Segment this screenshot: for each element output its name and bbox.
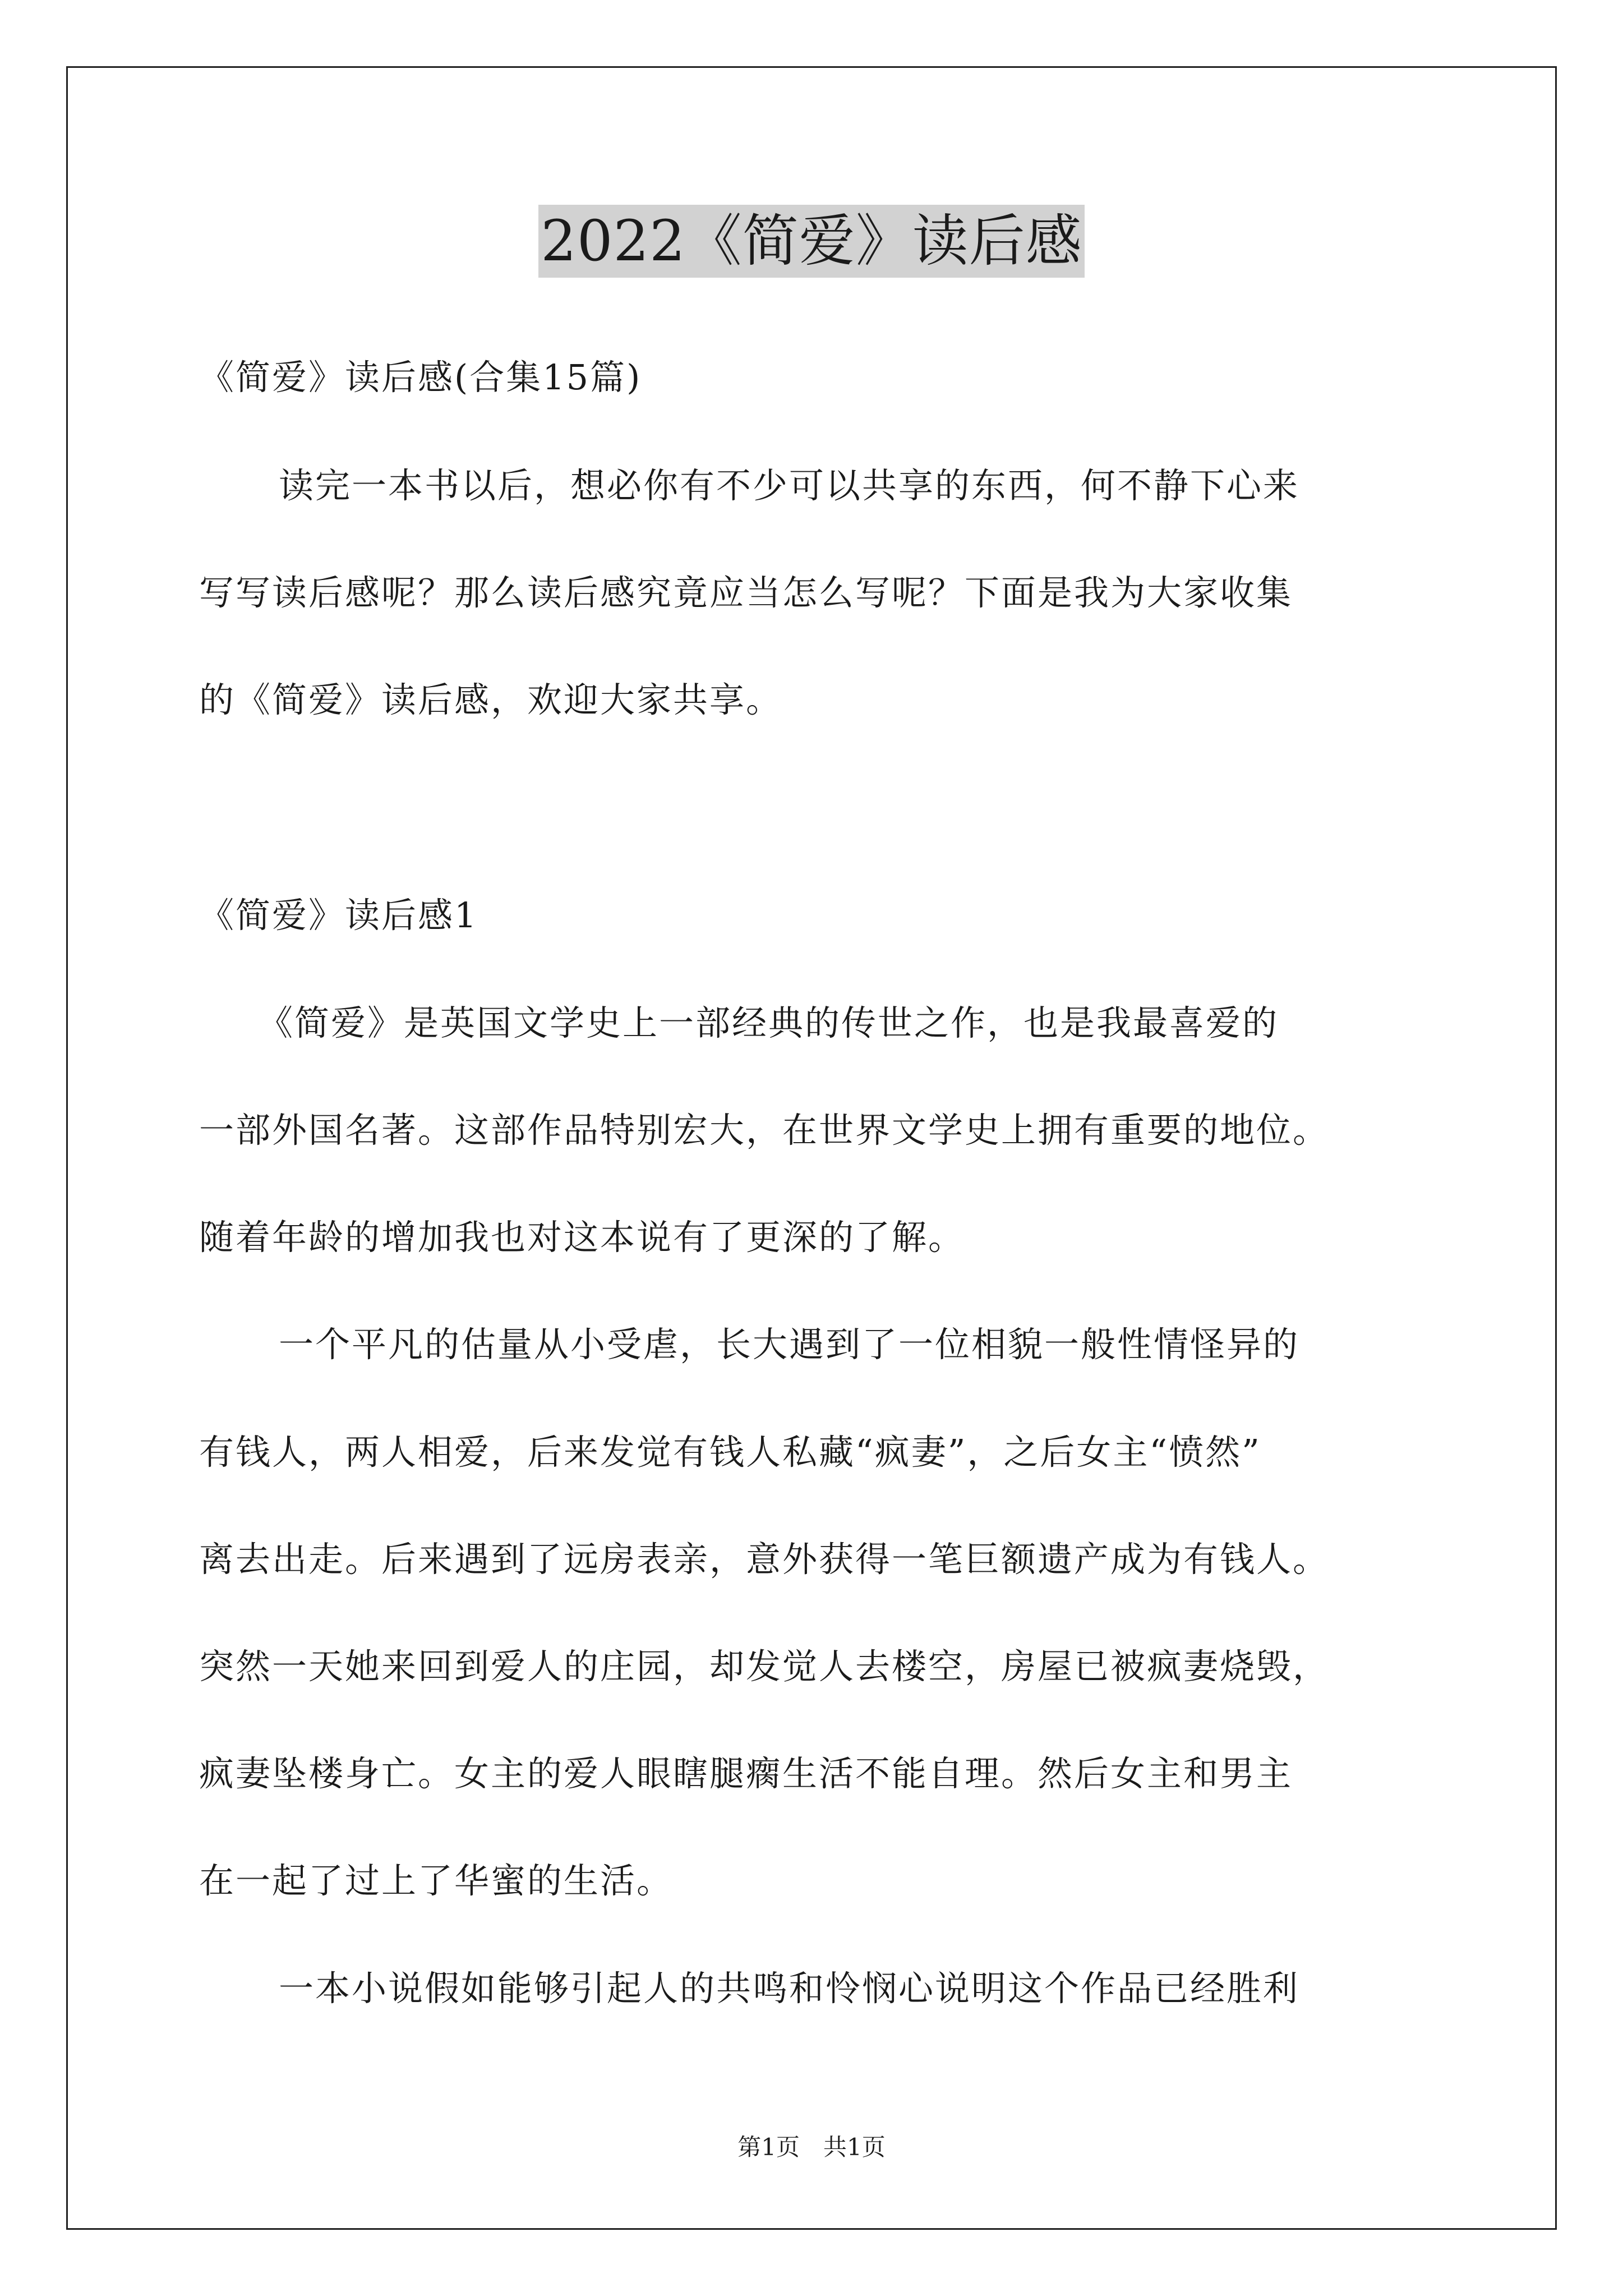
paragraph2-line-3: 离去出走。后来遇到了远房表亲，意外获得一笔巨额遗产成为有钱人。 <box>199 1539 1330 1580</box>
section-heading: 《简爱》读后感1 <box>199 895 478 936</box>
paragraph1-line-3: 随着年龄的增加我也对这本说有了更深的了解。 <box>199 1217 965 1258</box>
paragraph3-line-1: 一本小说假如能够引起人的共鸣和怜悯心说明这个作品已经胜利 <box>279 1968 1300 2009</box>
document-title: 2022《简爱》读后感 <box>538 205 1085 278</box>
paragraph2-line-1: 一个平凡的估量从小受虐，长大遇到了一位相貌一般性情怪异的 <box>279 1324 1300 1365</box>
paragraph2-line-5: 疯妻坠楼身亡。女主的爱人眼瞎腿瘸生活不能自理。然后女主和男主 <box>199 1753 1293 1794</box>
intro-line-3: 的《简爱》读后感，欢迎大家共享。 <box>199 679 783 720</box>
paragraph2-line-4: 突然一天她来回到爱人的庄园，却发觉人去楼空，房屋已被疯妻烧毁， <box>199 1646 1330 1687</box>
page-footer: 第1页 共1页 <box>737 2133 886 2161</box>
paragraph1-line-2: 一部外国名著。这部作品特别宏大，在世界文学史上拥有重要的地位。 <box>199 1110 1330 1151</box>
paragraph1-line-1: 《简爱》是英国文学史上一部经典的传世之作，也是我最喜爱的 <box>258 1002 1279 1043</box>
intro-line-2: 写写读后感呢？那么读后感究竟应当怎么写呢？下面是我为大家收集 <box>199 572 1293 613</box>
paragraph2-line-6: 在一起了过上了华蜜的生活。 <box>199 1860 674 1901</box>
subtitle: 《简爱》读后感(合集15篇) <box>199 357 642 398</box>
intro-line-1: 读完一本书以后，想必你有不少可以共享的东西，何不静下心来 <box>279 465 1300 506</box>
paragraph2-line-2: 有钱人，两人相爱，后来发觉有钱人私藏“疯妻”，之后女主“愤然” <box>199 1432 1261 1473</box>
title-container <box>0 205 1623 278</box>
